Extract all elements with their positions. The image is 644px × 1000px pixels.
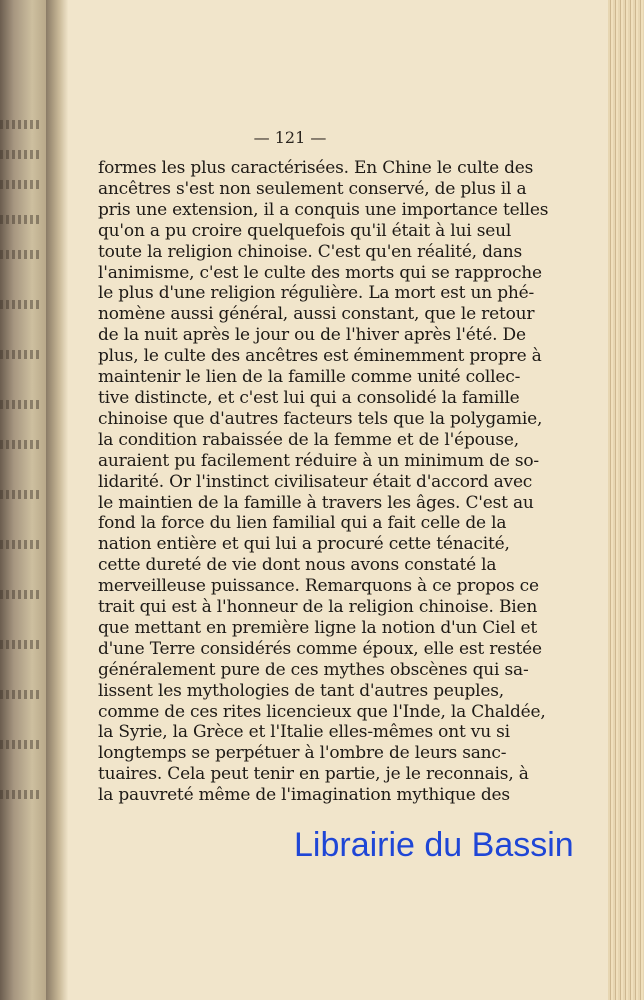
text-line: tuaires. Cela peut tenir en partie, je le reconnais, à bbox=[98, 764, 529, 785]
facing-page-text-fragment bbox=[0, 540, 40, 549]
text-line: nation entière et qui lui a procuré cette ténacité, bbox=[98, 534, 510, 555]
text-line: maintenir le lien de la famille comme unité collec- bbox=[98, 367, 521, 388]
text-line: la pauvreté même de l'imagination mythique des bbox=[98, 785, 510, 806]
text-line: longtemps se perpétuer à l'ombre de leurs sanc- bbox=[98, 743, 507, 764]
text-line: lidarité. Or l'instinct civilisateur était d'accord avec bbox=[98, 471, 533, 492]
text-line: généralement pure de ces mythes obscènes qui sa- bbox=[98, 659, 529, 680]
text-line: comme de ces rites licencieux que l'Inde, la Chaldée, bbox=[98, 701, 546, 722]
text-line: lissent les mythologies de tant d'autres peuples, bbox=[98, 680, 504, 701]
text-line: la condition rabaissée de la femme et de l'épouse, bbox=[98, 429, 519, 450]
text-line: qu'on a pu croire quelquefois qu'il était à lui seul bbox=[98, 220, 512, 241]
facing-page-text-fragment bbox=[0, 490, 40, 499]
facing-page-text-fragment bbox=[0, 180, 40, 189]
facing-page-text-fragment bbox=[0, 740, 40, 749]
facing-page-edge bbox=[0, 0, 46, 1000]
watermark-text: Librairie du Bassin bbox=[294, 826, 574, 864]
text-line: nomène aussi général, aussi constant, que le retour bbox=[98, 304, 535, 325]
facing-page-text-fragment bbox=[0, 790, 40, 799]
facing-page-text-fragment bbox=[0, 150, 40, 159]
text-line: le plus d'une religion régulière. La mort est un phé- bbox=[98, 283, 535, 304]
text-line: que mettant en première ligne la notion d'un Ciel et bbox=[98, 617, 538, 638]
text-line: le maintien de la famille à travers les âges. C'est au bbox=[98, 492, 534, 513]
text-line: auraient pu facilement réduire à un minimum de so- bbox=[98, 450, 539, 471]
facing-page-text-fragment bbox=[0, 250, 40, 259]
text-line: cette dureté de vie dont nous avons constaté la bbox=[98, 555, 497, 576]
text-line: ancêtres s'est non seulement conservé, de plus il a bbox=[98, 178, 527, 199]
text-line: formes les plus caractérisées. En Chine le culte des bbox=[98, 158, 534, 178]
text-line: tive distincte, et c'est lui qui a consolidé la famille bbox=[98, 387, 520, 408]
text-line: de la nuit après le jour ou de l'hiver après l'été. De bbox=[98, 325, 526, 346]
text-line: toute la religion chinoise. C'est qu'en réalité, dans bbox=[98, 241, 522, 262]
text-line: trait qui est à l'honneur de la religion chinoise. Bien bbox=[98, 597, 538, 618]
facing-page-text-fragment bbox=[0, 400, 40, 409]
facing-page-text-fragment bbox=[0, 350, 40, 359]
facing-page-text-fragment bbox=[0, 640, 40, 649]
text-line: la Syrie, la Grèce et l'Italie elles-mêmes ont vu si bbox=[98, 722, 510, 743]
text-line: plus, le culte des ancêtres est éminemment propre à bbox=[98, 346, 542, 367]
text-line: chinoise que d'autres facteurs tels que la polygamie, bbox=[98, 408, 543, 429]
text-line: d'une Terre considérés comme époux, elle est restée bbox=[98, 638, 542, 659]
facing-page-text-fragment bbox=[0, 590, 40, 599]
facing-page-text-fragment bbox=[0, 440, 40, 449]
facing-page-text-fragment bbox=[0, 690, 40, 699]
facing-page-text-fragment bbox=[0, 300, 40, 309]
text-line: pris une extension, il a conquis une importance telles bbox=[98, 199, 549, 220]
facing-page-text-fragment bbox=[0, 215, 40, 224]
text-line: fond la force du lien familial qui a fait celle de la bbox=[98, 513, 507, 534]
page-edges bbox=[608, 0, 644, 1000]
body-text bbox=[98, 158, 549, 806]
text-line: l'animisme, c'est le culte des morts qui se rapproche bbox=[98, 262, 542, 283]
book-gutter bbox=[46, 0, 68, 1000]
page-number: — 121 — bbox=[253, 128, 327, 147]
facing-page-text-fragment bbox=[0, 120, 40, 129]
text-line: merveilleuse puissance. Remarquons à ce propos ce bbox=[98, 576, 539, 597]
